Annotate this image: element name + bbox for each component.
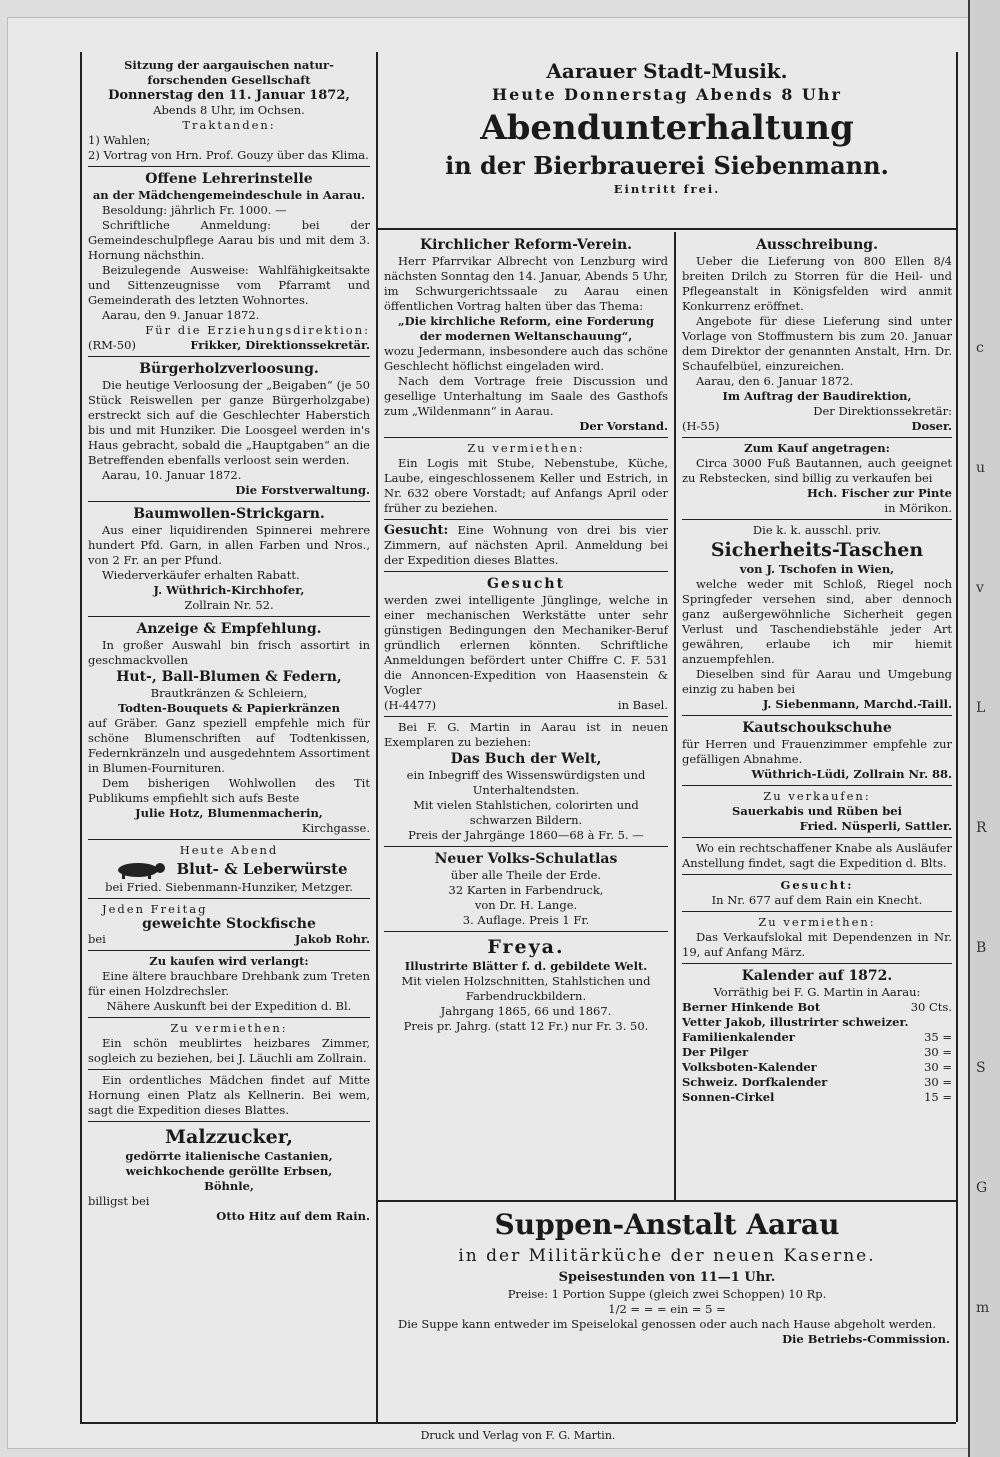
kalender-row: [682, 1060, 952, 1075]
kalender-row: [682, 1090, 952, 1105]
kauf-text: Circa 3000 Fuß Bautannen, auch geeignet zu Rebstecken, sind billig zu verkaufen bei: [682, 456, 952, 485]
middle-column: [384, 236, 668, 1034]
baumwolle-address: Zollrain Nr. 52.: [184, 598, 274, 612]
kellnerin-text: Ein ordentliches Mädchen findet auf Mitte Hornung einen Platz als Kellnerin. Bei wem, sagt die Expedition dieses Blattes.: [88, 1073, 370, 1117]
kirche-thema-1: „Die kirchliche Reform, eine Forderung: [398, 314, 654, 328]
anzeige-intro: In großer Auswahl bin frisch assortirt in geschmackvollen: [88, 638, 370, 667]
sitzung-title-1: Sitzung der aargauischen natur-: [124, 58, 334, 72]
column-rule-outer: [956, 52, 958, 1422]
lehrer-text-1: Schriftliche Anmeldung: bei der Gemeindeschulpflege Aarau bis und mit dem 3. Hornung nächsthin.: [88, 218, 370, 262]
newspaper-sheet: [8, 18, 970, 1448]
aus-code: (H-55): [682, 419, 720, 433]
stockfisch-line-1: Jeden Freitag: [102, 902, 208, 916]
divider: [682, 837, 952, 838]
imprint: Druck und Verlag von F. G. Martin.: [420, 1429, 616, 1442]
kalender-name: Volksboten-Kalender: [682, 1060, 817, 1074]
adjacent-page-edge: [968, 0, 1000, 1457]
kalender-row: [682, 1000, 952, 1015]
logis-title: Zu vermiethen:: [467, 441, 585, 455]
suppen-sign: Die Betriebs-Commission.: [782, 1332, 950, 1346]
sitzung-item-2: 2) Vortrag von Hrn. Prof. Gouzy über das Klima.: [88, 148, 369, 162]
anzeige-address: Kirchgasse.: [301, 821, 370, 835]
holz-sign: Die Forstverwaltung.: [235, 483, 370, 497]
atlas-line-1: 32 Karten in Farbendruck,: [448, 883, 604, 897]
logis-text: Ein Logis mit Stube, Nebenstube, Küche, Laube, eingeschlossenem Keller und Estrich, in Nr. 632 obere Vorstadt; auf Anfangs April oder früher zu beziehen.: [384, 456, 668, 515]
divider: [88, 839, 370, 840]
gesucht-city: in Basel.: [617, 698, 668, 712]
verkauf-title: Zu vermiethen:: [758, 915, 876, 929]
kirche-text-3: Nach dem Vortrage freie Discussion und gesellige Unterhaltung im Saale des Gasthofs zum „Wildenmann“ in Aarau.: [384, 374, 668, 418]
buch-text: Mit vielen Stahlstichen, colorirten und schwarzen Bildern.: [413, 798, 639, 827]
divider: [682, 785, 952, 786]
kirche-text-1: Herr Pfarrvikar Albrecht von Lenzburg wird nächsten Sonntag den 14. Januar, Abends 5 Uhr, im Schwurgerichtssaale zu Aarau einen öffentlichen Vortrag halten über das Thema:: [384, 254, 668, 313]
kautschuk-text: für Herren und Frauenzimmer empfehle zur gefälligen Abnahme.: [682, 737, 952, 766]
kalender-row: [682, 1075, 952, 1090]
gesucht-text: werden zwei intelligente Jünglinge, welche in einer mechanischen Werkstätte unter sehr günstigen Bedingungen den Mechaniker-Beruf gründlich erlernen könnten. Schriftliche Anmeldungen befördert unter Chiffre C. F. 531 die Annoncen-Expedition von Haasenstein & Vogler: [384, 593, 668, 697]
divider: [384, 846, 668, 847]
atlas-subtitle: über alle Theile der Erde.: [450, 868, 602, 882]
anzeige-text: auf Gräber. Ganz speziell empfehle mich für schöne Blumenschriften auf Todtenkissen, Federnkränzeln und ausgedehntem Assortiment in Blumen-Fournituren.: [88, 716, 370, 775]
malz-line-3: Böhnle,: [204, 1179, 254, 1193]
stadtmusik-big: Abendunterhaltung: [480, 108, 854, 148]
lehrer-for: Für die Erziehungsdirektion:: [145, 323, 370, 337]
stockfisch-line-2: geweichte Stockfische: [142, 916, 316, 932]
baumwolle-sign: J. Wüthrich-Kirchhofer,: [153, 583, 305, 597]
divider: [682, 437, 952, 438]
knecht-title: Gesucht:: [780, 878, 854, 892]
divider: [682, 963, 952, 964]
buch-title: Das Buch der Welt,: [450, 751, 602, 767]
stadtmusik-heute: Heute Donnerstag Abends 8 Uhr: [492, 85, 842, 104]
sitzung-date: Donnerstag den 11. Januar 1872,: [108, 88, 350, 103]
zimmer-text: Ein schön meublirtes heizbares Zimmer, sogleich zu beziehen, bei J. Läuchli am Zollrain.: [88, 1036, 370, 1065]
kalender-name: Der Pilger: [682, 1045, 749, 1059]
aus-auftrag: Im Auftrag der Baudirektion,: [722, 389, 912, 403]
kaufen-info: Nähere Auskunft bei der Expedition d. Bl.: [106, 999, 352, 1013]
divider: [88, 616, 370, 617]
edge-glyph: S: [976, 1060, 986, 1076]
divider: [384, 437, 668, 438]
sitzung-title-2: forschenden Gesellschaft: [147, 73, 311, 87]
divider: [384, 716, 668, 717]
kalender-name: Vetter Jakob, illustrirter schweizer.: [682, 1015, 909, 1029]
taschen-sign: J. Siebenmann, Marchd.-Taill.: [762, 697, 952, 711]
kalender-row: [682, 1030, 952, 1045]
suppen-subtitle: in der Militärküche der neuen Kaserne.: [458, 1246, 876, 1266]
edge-glyph: m: [976, 1300, 990, 1316]
freya-line-2: Jahrgang 1865, 66 und 1867.: [440, 1004, 612, 1018]
kalender-intro: Vorräthig bei F. G. Martin in Aarau:: [713, 985, 921, 999]
aus-date: Aarau, den 6. Januar 1872.: [696, 374, 854, 388]
suppen-title: Suppen-Anstalt Aarau: [494, 1208, 840, 1241]
sitzung-traktanden: Traktanden:: [182, 118, 276, 132]
divider: [384, 571, 668, 572]
aus-title: Ausschreibung.: [756, 237, 878, 253]
kalender-list: [682, 1000, 952, 1105]
atlas-line-2: von Dr. H. Lange.: [474, 898, 578, 912]
aus-sign: Doser.: [911, 419, 952, 433]
divider: [88, 501, 370, 502]
divider: [88, 898, 370, 899]
edge-glyph: c: [976, 340, 984, 356]
kirche-title: Kirchlicher Reform-Verein.: [419, 237, 633, 253]
suppen-stunden: Speisestunden von 11—1 Uhr.: [558, 1270, 776, 1285]
aus-sek: Der Direktionssekretär:: [813, 404, 952, 418]
kalender-name: Berner Hinkende Bot: [682, 1000, 821, 1014]
lehrer-salary: Besoldung: jährlich Fr. 1000. —: [102, 203, 287, 217]
anzeige-braut: Brautkränzen & Schleiern,: [150, 686, 308, 700]
suppen-text: Die Suppe kann entweder im Speiselokal genossen oder auch nach Hause abgeholt werden.: [398, 1317, 936, 1331]
suppen-block: [384, 1206, 950, 1347]
aus-text-1: Ueber die Lieferung von 800 Ellen 8/4 breiten Drilch zu Storren für die Heil- und Pflegeanstalt in Königsfelden wird anmit Konkurrenz eröffnet.: [682, 254, 952, 313]
divider: [682, 519, 952, 520]
kautschuk-title: Kautschoukschuhe: [742, 720, 892, 736]
wohnung-text: Eine Wohnung von drei bis vier Zimmern, auf nächsten April. Anmeldung bei der Expedition dieses Blattes.: [384, 523, 668, 567]
kalender-price: 30 Cts.: [910, 1000, 952, 1014]
divider: [88, 1069, 370, 1070]
kalender-price: 30 =: [924, 1060, 952, 1074]
kirche-thema-2: der modernen Weltanschauung“,: [419, 329, 633, 343]
right-column: [682, 236, 952, 1105]
wurst-title: Blut- & Leberwürste: [176, 859, 348, 878]
kalender-price: 15 =: [924, 1090, 952, 1104]
zimmer-title: Zu vermiethen:: [170, 1021, 288, 1035]
kautschuk-sign: Wüthrich-Lüdi, Zollrain Nr. 88.: [751, 767, 952, 781]
atlas-line-3: 3. Auflage. Preis 1 Fr.: [462, 913, 590, 927]
freya-title: Freya.: [487, 936, 565, 958]
column-rule-right: [674, 232, 676, 1200]
kaufen-title: Zu kaufen wird verlangt:: [149, 954, 309, 968]
column-rule-left: [80, 52, 82, 1422]
divider: [88, 1017, 370, 1018]
divider: [384, 931, 668, 932]
stadtmusik-title: Aarauer Stadt-Musik.: [546, 59, 788, 83]
divider: [682, 715, 952, 716]
wohnung-label: Gesucht:: [384, 523, 449, 538]
anzeige-todten: Todten-Bouquets & Papierkränzen: [118, 701, 340, 715]
anzeige-sign: Julie Hotz, Blumenmacherin,: [135, 806, 323, 820]
edge-glyph: G: [976, 1180, 988, 1196]
top-rule-right: [376, 228, 956, 230]
malz-title: Malzzucker,: [164, 1126, 294, 1148]
edge-glyph: R: [976, 820, 987, 836]
lehrer-text-2: Beizulegende Ausweise: Wahlfähigkeitsakte und Sittenzeugnisse vom Pfarramt und Gemeinderath des letzten Wohnortes.: [88, 263, 370, 307]
baumwolle-rabatt: Wiederverkäufer erhalten Rabatt.: [102, 568, 300, 582]
taschen-title: Sicherheits-Taschen: [710, 539, 924, 561]
stadtmusik-banner: [384, 58, 950, 197]
sitzung-time: Abends 8 Uhr, im Ochsen.: [153, 103, 305, 117]
stadtmusik-eintritt: Eintritt frei.: [613, 182, 721, 196]
stadtmusik-where: in der Bierbrauerei Siebenmann.: [445, 151, 889, 180]
kalender-name: Schweiz. Dorfkalender: [682, 1075, 828, 1089]
knabe-text: Wo ein rechtschaffener Knabe als Ausläufer Anstellung findet, sagt die Expedition d. Blts.: [682, 841, 952, 870]
gesucht-code: (H-4477): [384, 698, 437, 712]
divider: [88, 356, 370, 357]
kauf-title: Zum Kauf angetragen:: [744, 441, 890, 455]
divider: [384, 519, 668, 520]
lehrer-code: (RM-50): [88, 338, 136, 352]
column-rule-center: [376, 52, 378, 1422]
kalender-row: [682, 1045, 952, 1060]
holz-date: Aarau, 10. Januar 1872.: [102, 468, 242, 482]
kalender-row: [682, 1015, 952, 1030]
verkauf-text: Das Verkaufslokal mit Dependenzen in Nr. 19, auf Anfang März.: [682, 930, 952, 959]
taschen-text: welche weder mit Schloß, Riegel noch Springfeder versehen sind, aber dennoch ganz außergewöhnliche Sicherheit gegen Verlust und Taschendiebstähle jeder Art gewähren, erlaube ich mir hiemit anzuempfehlen.: [682, 577, 952, 666]
taschen-by: von J. Tschofen in Wien,: [739, 562, 895, 576]
anzeige-hut: Hut-, Ball-Blumen & Federn,: [116, 669, 342, 685]
freya-line-3: Preis pr. Jahrg. (statt 12 Fr.) nur Fr. 3. 50.: [403, 1019, 649, 1033]
freya-line-1: Mit vielen Holzschnitten, Stahlstichen und Farbendruckbildern.: [401, 974, 651, 1003]
sitzung-item-1: 1) Wahlen;: [88, 133, 151, 147]
kalender-name: Familienkalender: [682, 1030, 795, 1044]
knecht-text: In Nr. 677 auf dem Rain ein Knecht.: [711, 893, 923, 907]
kirche-sign: Der Vorstand.: [579, 419, 668, 433]
left-column: [88, 58, 370, 1224]
edge-glyph: u: [976, 460, 986, 476]
edge-glyph: B: [976, 940, 987, 956]
sauer-title: Zu verkaufen:: [763, 789, 871, 803]
sauer-line-1: Sauerkabis und Rüben bei: [732, 804, 902, 818]
divider: [88, 950, 370, 951]
malz-billig: billigst bei: [88, 1194, 150, 1208]
suppen-half: 1/2 = = = ein = 5 =: [608, 1302, 726, 1316]
baumwolle-title: Baumwollen-Strickgarn.: [133, 506, 325, 522]
taschen-intro: Die k. k. ausschl. priv.: [752, 523, 882, 537]
stockfisch-bei: bei: [88, 932, 106, 946]
aus-text-2: Angebote für diese Lieferung sind unter Vorlage von Stoffmustern bis zum 20. Januar dem Direktor der genannten Anstalt, Hrn. Dr. Schaufelbüel, einzureichen.: [682, 314, 952, 373]
edge-glyph: v: [976, 580, 984, 596]
lehrer-sign: Frikker, Direktionssekretär.: [190, 338, 370, 352]
atlas-title: Neuer Volks-Schulatlas: [434, 851, 618, 867]
kalender-name: Sonnen-Cirkel: [682, 1090, 775, 1104]
holz-text: Die heutige Verloosung der „Beigaben“ (je 50 Stück Reiswellen per ganze Bürgerholzgabe) erstreckt sich auf die Geschlechter Haberstich bis und mit Hunziker. Die Loosgeel werden in's Haus gebracht, sobald die „Hauptgaben“ an die Betreffenden ebenfalls verloost sein werden.: [88, 378, 370, 467]
lehrer-subtitle: an der Mädchengemeindeschule in Aarau.: [92, 188, 366, 202]
malz-name: Otto Hitz auf dem Rain.: [216, 1209, 370, 1223]
kirche-text-2: wozu Jedermann, insbesondere auch das schöne Geschlecht höflichst eingeladen wird.: [384, 344, 668, 373]
anzeige-title: Anzeige & Empfehlung.: [136, 621, 322, 637]
divider: [682, 874, 952, 875]
wurst-heute: Heute Abend: [179, 843, 279, 857]
kalender-title: Kalender auf 1872.: [741, 968, 893, 984]
kauf-sign: Hch. Fischer zur Pinte: [807, 486, 952, 500]
footer-rule: [80, 1422, 956, 1424]
kalender-price: 35 =: [924, 1030, 952, 1044]
stockfisch-name: Jakob Rohr.: [294, 932, 370, 946]
kalender-price: 30 =: [924, 1045, 952, 1059]
pig-icon: [110, 858, 168, 880]
gesucht-title: Gesucht: [486, 576, 566, 592]
buch-price: Preis der Jahrgänge 1860—68 à Fr. 5. —: [408, 828, 644, 842]
wurst-by: bei Fried. Siebenmann-Hunziker, Metzger.: [105, 880, 353, 894]
malz-line-1: gedörrte italienische Castanien,: [125, 1149, 333, 1163]
buch-intro: Bei F. G. Martin in Aarau ist in neuen Exemplaren zu beziehen:: [384, 720, 668, 749]
buch-subtitle: ein Inbegriff des Wissenswürdigsten und Unterhaltendsten.: [406, 768, 646, 797]
lehrer-title: Offene Lehrerinstelle: [145, 171, 313, 187]
suppen-preise: Preise: 1 Portion Suppe (gleich zwei Schoppen) 10 Rp.: [507, 1287, 827, 1301]
kaufen-text: Eine ältere brauchbare Drehbank zum Treten für einen Holzdrechsler.: [88, 969, 370, 998]
divider: [88, 166, 370, 167]
taschen-text-2: Dieselben sind für Aarau und Umgebung einzig zu haben bei: [682, 667, 952, 696]
kauf-place: in Mörikon.: [884, 501, 952, 515]
divider: [88, 1121, 370, 1122]
suppen-rule: [376, 1200, 956, 1202]
kalender-price: 30 =: [924, 1075, 952, 1089]
sauer-line-2: Fried. Nüsperli, Sattler.: [799, 819, 952, 833]
baumwolle-text: Aus einer liquidirenden Spinnerei mehrere hundert Pfd. Garn, in allen Farben und Nros., von 2 Fr. an per Pfund.: [88, 523, 370, 567]
divider: [682, 911, 952, 912]
edge-glyph: L: [976, 700, 986, 716]
freya-subtitle: Illustrirte Blätter f. d. gebildete Welt.: [404, 959, 648, 973]
holz-title: Bürgerholzverloosung.: [139, 361, 319, 377]
anzeige-text-2: Dem bisherigen Wohlwollen des Tit Publikums empfiehlt sich aufs Beste: [88, 776, 370, 805]
lehrer-date: Aarau, den 9. Januar 1872.: [102, 308, 260, 322]
malz-line-2: weichkochende geröllte Erbsen,: [125, 1164, 333, 1178]
